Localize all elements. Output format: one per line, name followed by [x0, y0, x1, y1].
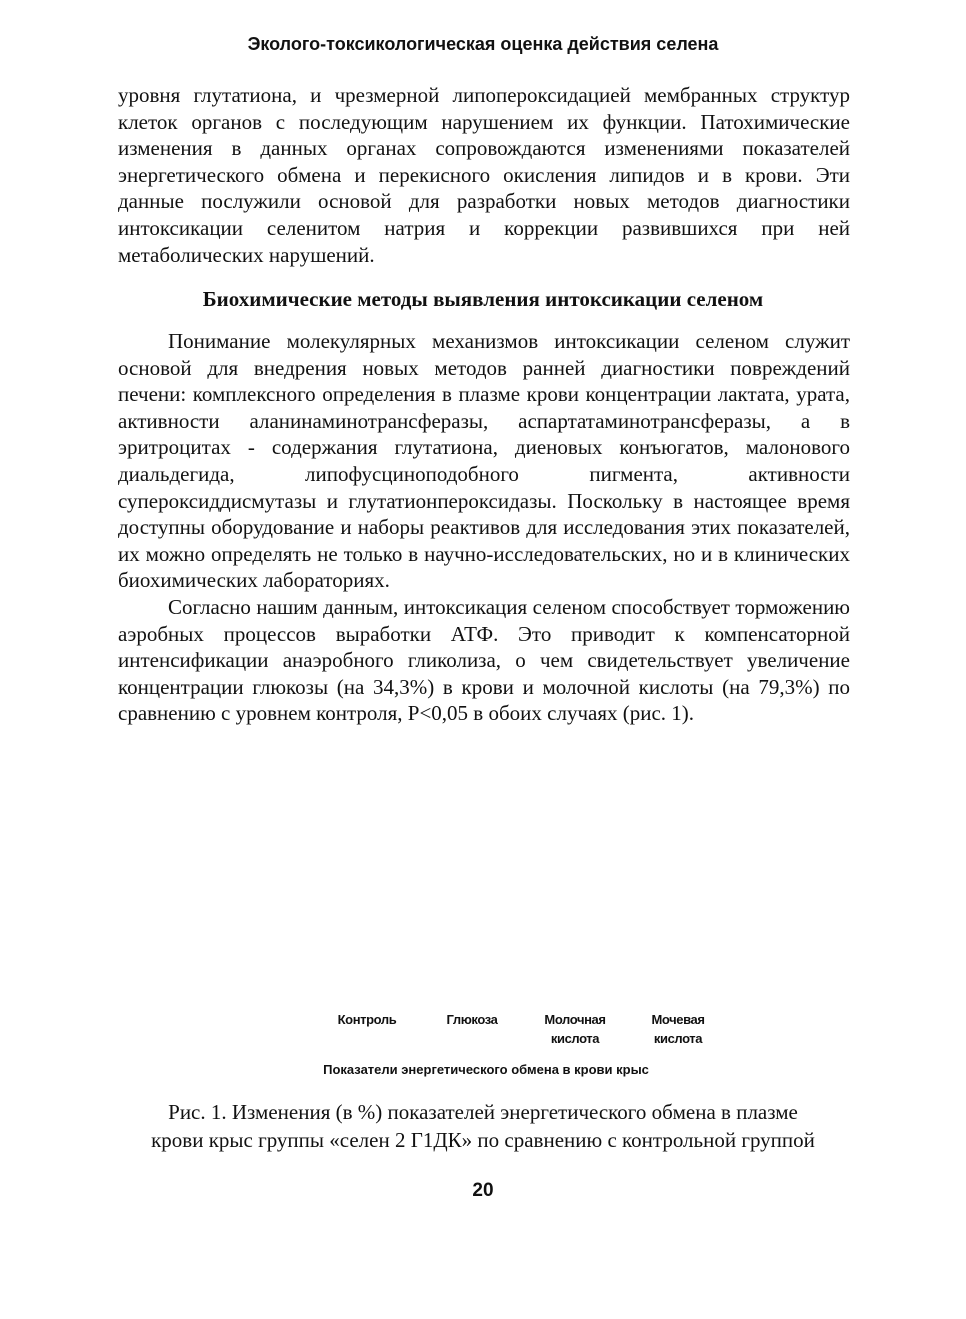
category-label-glucose — [440, 1010, 504, 1029]
page-number: 20 — [472, 1180, 494, 1201]
figure-caption — [0, 1098, 966, 1154]
body-paragraphs-2-3 — [118, 328, 850, 727]
paragraph-text: уровня глутатиона, и чрезмерной липопероксидацией мембранных структур клеток органов с последующим нарушением их функции. Патохимические изменения в данных органах сопровождаются изменениями показателей энергетического обмена и перекисного окисления липидов и в крови. Эти данные послужили основой для разработки новых методов диагностики интоксикации селенитом натрия и коррекции развившихся при ней метаболических нарушений. — [118, 83, 850, 267]
paragraph-text: Понимание молекулярных механизмов интоксикации селеном служит основой для внедрения новых методов ранней диагностики повреждений печени: комплексного определения в плазме крови концентрации лактата, урата, активности аланинаминотрансферазы, аспартатаминотрансферазы, а в эритроцитах - содержания глутатиона, диеновых конъюгатов, малонового диальдегида, липофусциноподобного пигмента, активности супероксиддисмутазы и глутатионпероксидазы. Поскольку в настоящее время доступны оборудование и наборы реактивов для исследования этих показателей, их можно определять не только в научно-исследовательских, но и в клинических биохимических лабораториях. — [118, 329, 850, 593]
running-head: Эколого-токсикологическая оценка действия селена — [247, 34, 719, 54]
caption-line: крови крыс группы «селен 2 Г1ДК» по сравнению с контрольной группой — [151, 1128, 815, 1152]
section-heading: Биохимические методы выявления интоксикации селеном — [202, 287, 764, 311]
category-label-uric-acid — [646, 1010, 710, 1048]
tick-label: Контроль — [337, 1012, 397, 1027]
tick-label: кислота — [550, 1031, 600, 1046]
figure-chart — [300, 1010, 730, 1090]
caption-line: Рис. 1. Изменения (в %) показателей энергетического обмена в плазме — [168, 1100, 798, 1124]
tick-label: Мочевая — [651, 1012, 705, 1027]
paragraph-text: Согласно нашим данным, интоксикация селеном способствует торможению аэробных процессов выработки АТФ. Это приводит к компенсаторной интенсификации анаэробного гликолиза, о чем свидетельствует увеличение концентрации глюкозы (на 34,3%) в крови и молочной кислоты (на 79,3%) по сравнению с уровнем контроля, P<0,05 в обоих случаях (рис. 1). — [118, 594, 850, 726]
body-paragraph-1 — [118, 82, 850, 268]
category-label-control — [332, 1010, 402, 1029]
x-axis-label: Показатели энергетического обмена в крови крыс — [323, 1062, 649, 1077]
tick-label: Молочная — [544, 1012, 606, 1027]
tick-label: Глюкоза — [446, 1012, 498, 1027]
tick-label: кислота — [653, 1031, 703, 1046]
category-label-lactic-acid — [538, 1010, 612, 1048]
